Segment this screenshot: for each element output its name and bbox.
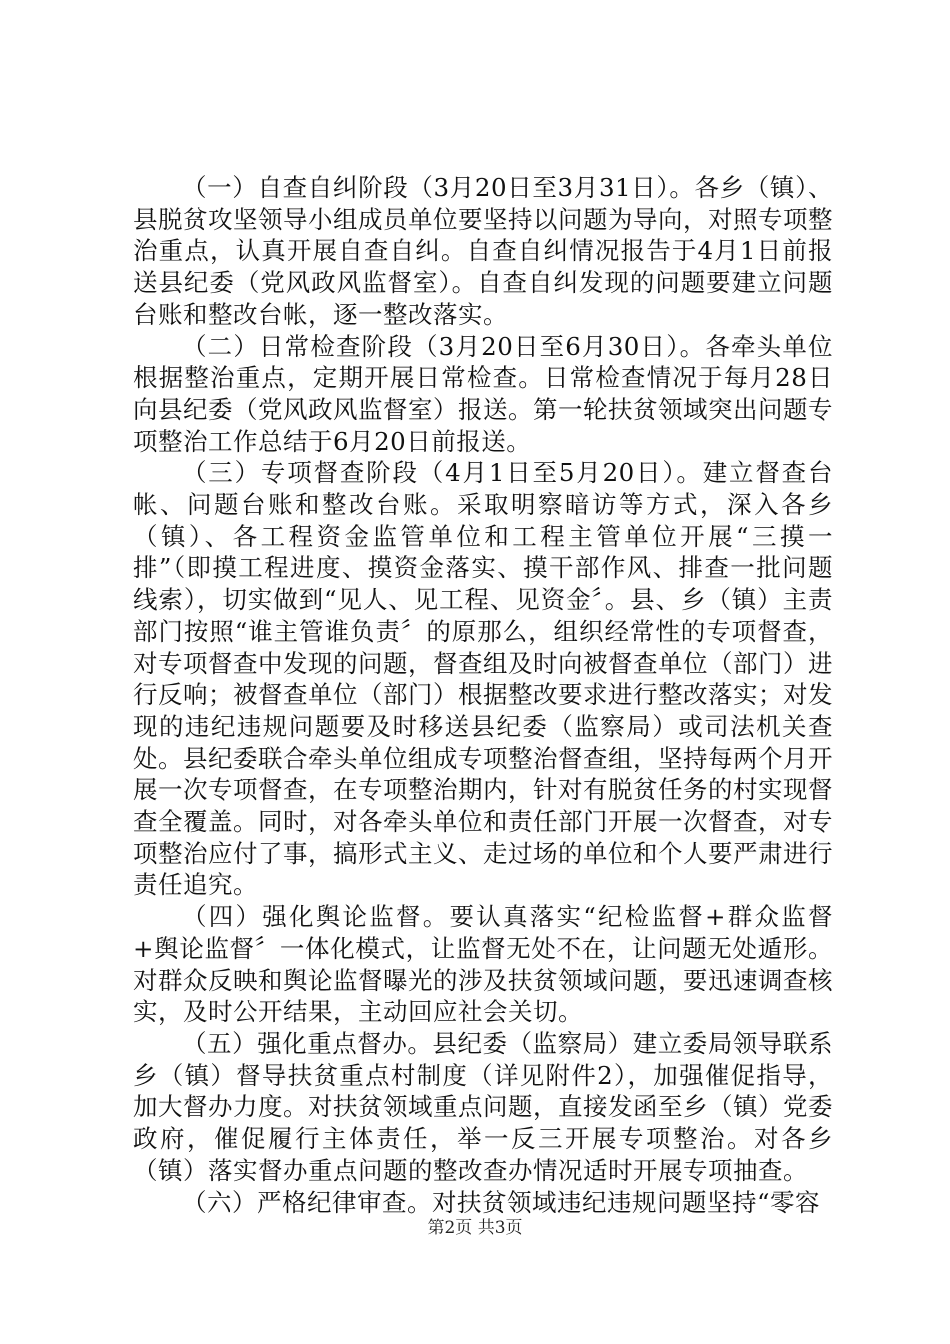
paragraph-self-inspection: （一）自查自纠阶段（3月20日至3月31日）。各乡（镇）、县脱贫攻坚领导小组成员单位要坚持以问题为导向，对照专项整治重点，认真开展自查自纠。自查自纠情况报告于4月1日前报送县纪委（党风政风监督室）。自查自纠发现的问题要建立问题台账和整改台帐，逐一整改落实。 <box>133 173 833 329</box>
paragraph-discipline-review: （六）严格纪律审查。对扶贫领域违纪违规问题坚持“零容 <box>182 1187 821 1217</box>
paragraph-routine-check: （二）日常检查阶段（3月20日至6月30日）。各牵头单位根据整治重点，定期开展日常检查。日常检查情况于每月28日向县纪委（党风政风监督室）报送。第一轮扶贫领域突出问题专项整治工作总结于6月20日前报送。 <box>133 331 833 456</box>
document-body <box>133 172 833 1218</box>
paragraph-special-supervision: （三）专项督查阶段（4月1日至5月20日）。建立督查台帐、问题台账和整改台账。采取明察暗访等方式，深入各乡（镇）、各工程资金监管单位和工程主管单位开展“三摸一排”（即摸工程进度、摸资金落实、摸干部作风、排查一批问题线索），切实做到“见人、见工程、见资金〞。县、乡（镇）主责部门按照“谁主管谁负责〞的原那么，组织经常性的专项督查，对专项督查中发现的问题，督查组及时向被督查单位（部门）进行反响；被督查单位（部门）根据整改要求进行整改落实；对发现的违纪违规问题要及时移送县纪委（监察局）或司法机关查处。县纪委联合牵头单位组成专项整治督查组，坚持每两个月开展一次专项督查，在专项整治期内，针对有脱贫任务的村实现督查全覆盖。同时，对各牵头单位和责任部门开展一次督查，对专项整治应付了事，搞形式主义、走过场的单位和个人要严肃进行责任追究。 <box>133 458 833 900</box>
paragraph-public-opinion: （四）强化舆论监督。要认真落实“纪检监督+群众监督+舆论监督〞一体化模式，让监督无处不在，让问题无处遁形。对群众反映和舆论监督曝光的涉及扶贫领域问题，要迅速调查核实，及时公开结果，主动回应社会关切。 <box>133 902 833 1027</box>
paragraph-key-supervision: （五）强化重点督办。县纪委（监察局）建立委局领导联系乡（镇）督导扶贫重点村制度（详见附件2），加强催促指导，加大督办力度。对扶贫领域重点问题，直接发函至乡（镇）党委政府，催促履行主体责任，举一反三开展专项整治。对各乡（镇）落实督办重点问题的整改查办情况适时开展专项抽查。 <box>133 1028 833 1185</box>
page-number-footer: 第2页 共3页 <box>427 1218 523 1238</box>
